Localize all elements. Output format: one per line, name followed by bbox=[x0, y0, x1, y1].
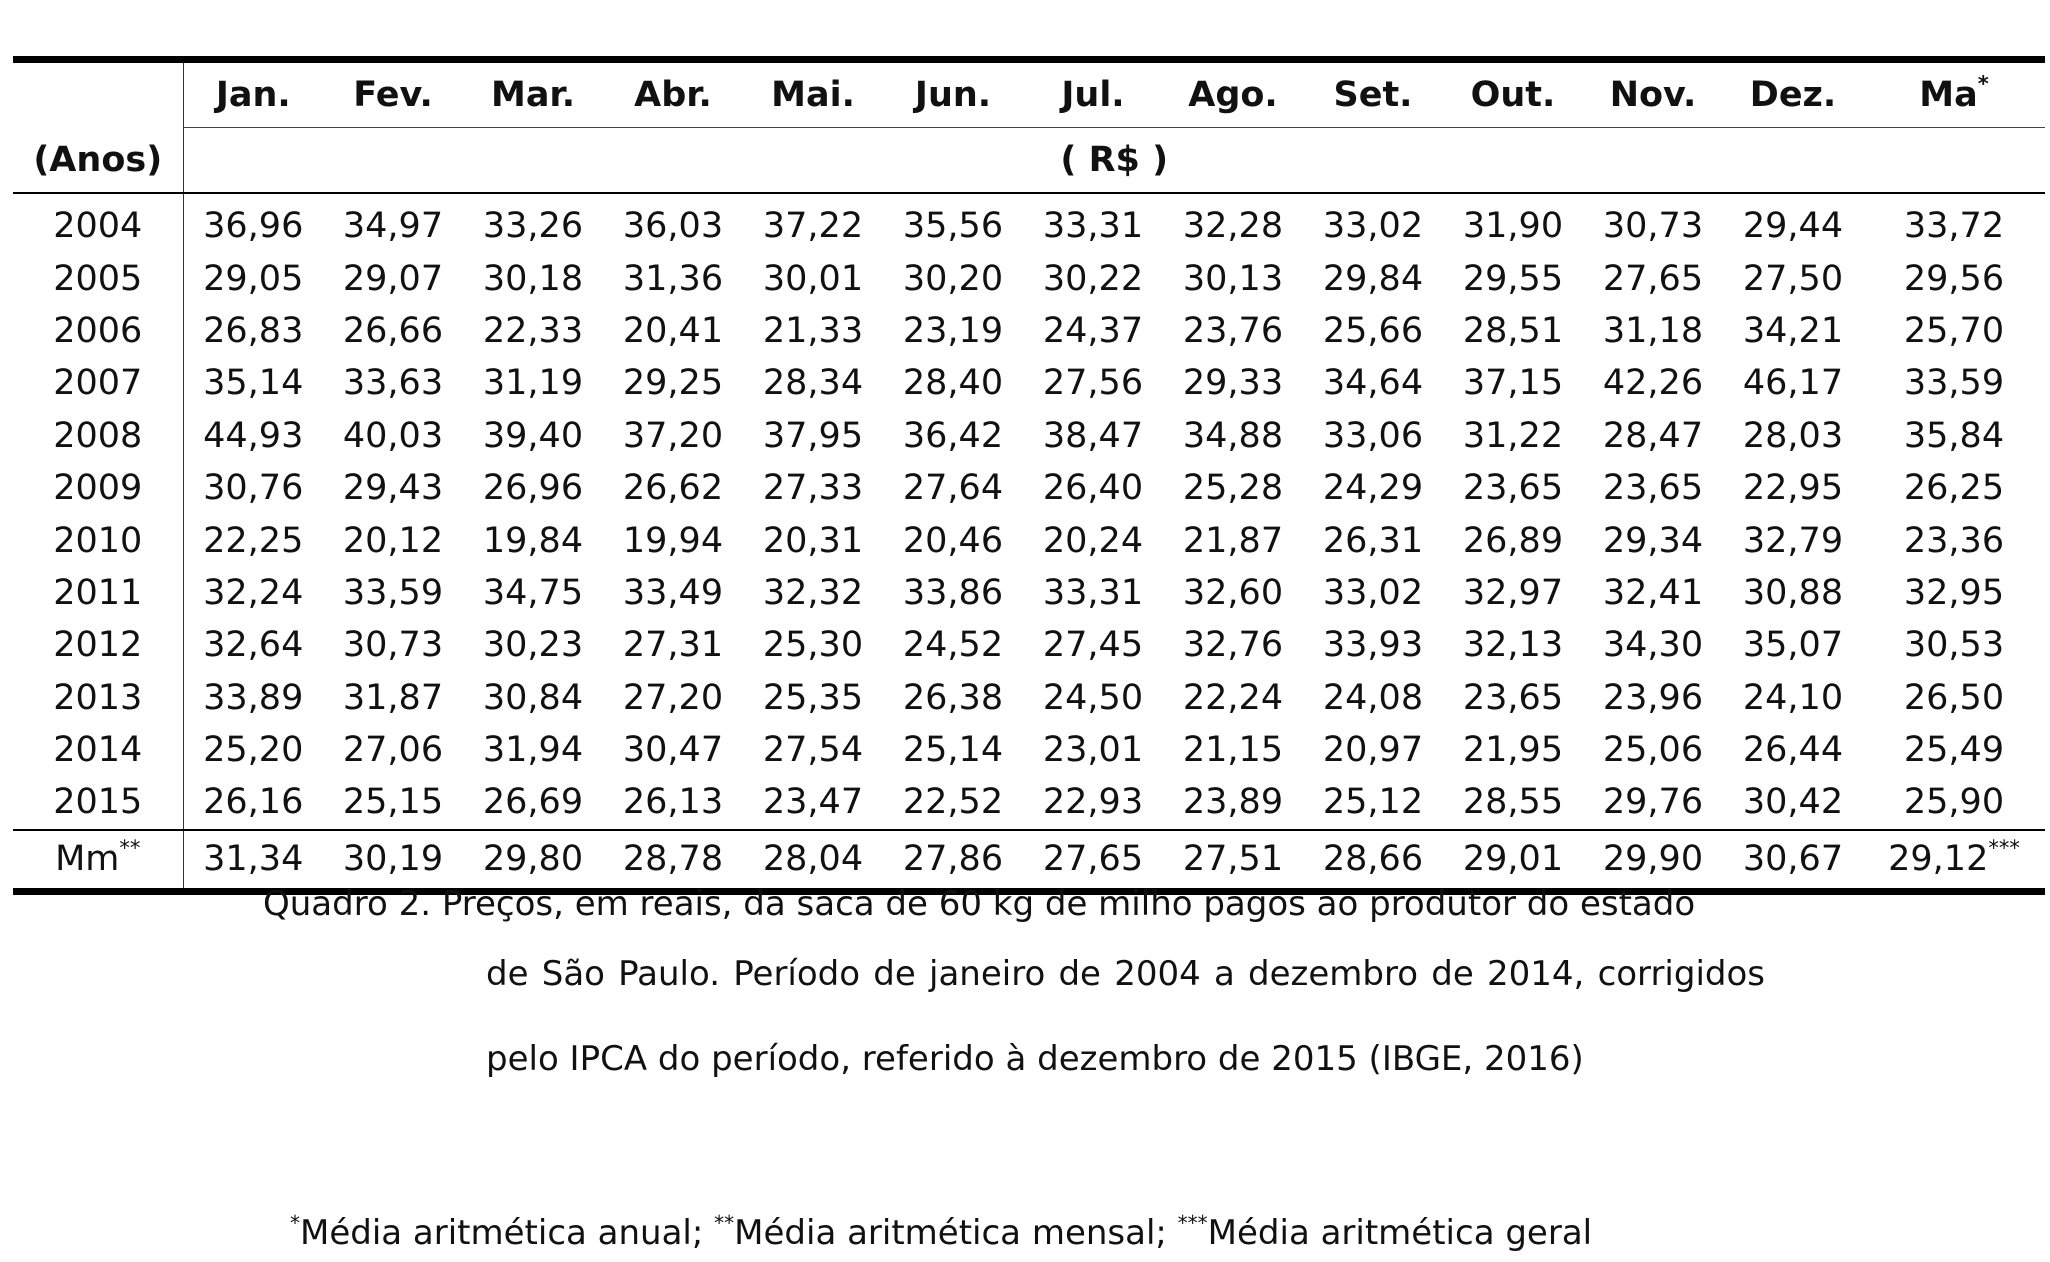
price-cell: 27,31 bbox=[622, 625, 724, 666]
month-header: Ago. bbox=[1163, 60, 1303, 128]
price-cell: 33,26 bbox=[482, 206, 584, 247]
price-cell: 32,79 bbox=[1742, 520, 1844, 561]
price-cell: 31,36 bbox=[622, 258, 724, 299]
price-cell: 24,50 bbox=[1042, 677, 1144, 718]
price-cell: 27,45 bbox=[1042, 625, 1144, 666]
price-cell: 33,89 bbox=[203, 677, 304, 718]
table-body bbox=[13, 193, 2045, 830]
price-cell: 34,75 bbox=[482, 572, 584, 613]
price-cell: 26,66 bbox=[342, 310, 444, 351]
month-header: Out. bbox=[1443, 60, 1583, 128]
price-cell: 26,44 bbox=[1742, 730, 1844, 771]
price-cell: 46,17 bbox=[1742, 363, 1844, 404]
price-cell: 30,13 bbox=[1182, 258, 1284, 299]
price-cell: 23,65 bbox=[1602, 468, 1704, 509]
overall-mean-value: 29,12 bbox=[1888, 839, 1989, 880]
price-cell: 33,93 bbox=[1322, 625, 1424, 666]
price-cell: 33,06 bbox=[1322, 415, 1424, 456]
price-cell: 37,20 bbox=[622, 415, 724, 456]
year-cell: 2007 bbox=[13, 357, 183, 409]
monthly-mean-cell: 27,65 bbox=[1023, 830, 1163, 892]
price-cell: 34,30 bbox=[1602, 625, 1704, 666]
footnotes bbox=[290, 1213, 1592, 1253]
annual-mean-cell: 23,36 bbox=[1903, 520, 2005, 561]
annual-mean-header bbox=[1863, 60, 2045, 128]
price-cell: 38,47 bbox=[1042, 415, 1144, 456]
price-cell: 33,31 bbox=[1042, 572, 1144, 613]
year-cell: 2004 bbox=[13, 193, 183, 252]
month-header: Fev. bbox=[323, 60, 463, 128]
price-cell: 23,65 bbox=[1462, 677, 1564, 718]
price-cell: 27,54 bbox=[762, 730, 864, 771]
year-header: (Anos) bbox=[13, 128, 183, 194]
price-cell: 30,88 bbox=[1742, 572, 1844, 613]
price-cell: 26,31 bbox=[1322, 520, 1424, 561]
month-header: Jul. bbox=[1023, 60, 1163, 128]
footnote-annual-mean: Média aritmética anual; bbox=[300, 1213, 715, 1253]
price-cell: 28,51 bbox=[1462, 310, 1564, 351]
price-cell: 25,06 bbox=[1602, 730, 1704, 771]
annual-mean-cell: 26,50 bbox=[1903, 677, 2005, 718]
monthly-mean-label: Mm bbox=[55, 839, 120, 880]
price-cell: 36,42 bbox=[902, 415, 1004, 456]
price-cell: 29,34 bbox=[1602, 520, 1704, 561]
price-cell: 27,56 bbox=[1042, 363, 1144, 404]
price-cell: 29,25 bbox=[622, 363, 724, 404]
table-row bbox=[13, 672, 2045, 724]
price-cell: 29,76 bbox=[1602, 782, 1704, 823]
footnote-marker: *** bbox=[1177, 1211, 1208, 1235]
annual-mean-cell: 29,56 bbox=[1903, 258, 2005, 299]
price-cell: 21,33 bbox=[762, 310, 864, 351]
price-cell: 28,55 bbox=[1462, 782, 1564, 823]
price-cell: 30,73 bbox=[342, 625, 444, 666]
price-cell: 23,47 bbox=[762, 782, 864, 823]
price-cell: 22,25 bbox=[203, 520, 304, 561]
price-cell: 20,31 bbox=[762, 520, 864, 561]
price-cell: 22,52 bbox=[902, 782, 1004, 823]
price-cell: 33,02 bbox=[1322, 206, 1424, 247]
price-cell: 24,08 bbox=[1322, 677, 1424, 718]
price-cell: 23,01 bbox=[1042, 730, 1144, 771]
price-cell: 30,73 bbox=[1602, 206, 1704, 247]
monthly-mean-cell: 30,67 bbox=[1723, 830, 1863, 892]
price-cell: 26,13 bbox=[622, 782, 724, 823]
price-cell: 32,76 bbox=[1182, 625, 1284, 666]
price-cell: 33,02 bbox=[1322, 572, 1424, 613]
price-cell: 27,20 bbox=[622, 677, 724, 718]
price-cell: 25,12 bbox=[1322, 782, 1424, 823]
monthly-mean-cell: 29,01 bbox=[1443, 830, 1583, 892]
month-header: Jan. bbox=[183, 60, 323, 128]
annual-mean-cell: 35,84 bbox=[1903, 415, 2005, 456]
month-header: Mar. bbox=[463, 60, 603, 128]
price-cell: 32,97 bbox=[1462, 572, 1564, 613]
price-cell: 31,19 bbox=[482, 363, 584, 404]
price-cell: 30,23 bbox=[482, 625, 584, 666]
footnote-monthly-mean: Média aritmética mensal; bbox=[734, 1213, 1178, 1253]
table-caption bbox=[263, 876, 1765, 1102]
price-cell: 26,38 bbox=[902, 677, 1004, 718]
price-cell: 20,12 bbox=[342, 520, 444, 561]
price-cell: 31,22 bbox=[1462, 415, 1564, 456]
footnote-marker: * bbox=[1977, 72, 1989, 96]
price-cell: 34,88 bbox=[1182, 415, 1284, 456]
price-cell: 33,49 bbox=[622, 572, 724, 613]
price-cell: 19,94 bbox=[622, 520, 724, 561]
annual-mean-cell: 32,95 bbox=[1903, 572, 2005, 613]
price-cell: 35,07 bbox=[1742, 625, 1844, 666]
price-cell: 25,28 bbox=[1182, 468, 1284, 509]
price-cell: 24,37 bbox=[1042, 310, 1144, 351]
price-cell: 37,95 bbox=[762, 415, 864, 456]
monthly-mean-cell: 29,80 bbox=[463, 830, 603, 892]
year-cell: 2015 bbox=[13, 776, 183, 829]
overall-mean-cell bbox=[1863, 830, 2045, 892]
price-cell: 32,41 bbox=[1602, 572, 1704, 613]
price-cell: 26,62 bbox=[622, 468, 724, 509]
price-cell: 23,96 bbox=[1602, 677, 1704, 718]
price-cell: 37,22 bbox=[762, 206, 864, 247]
footnote-marker: ** bbox=[119, 836, 141, 861]
price-cell: 32,64 bbox=[203, 625, 304, 666]
price-cell: 33,63 bbox=[342, 363, 444, 404]
price-cell: 27,50 bbox=[1742, 258, 1844, 299]
price-cell: 30,42 bbox=[1742, 782, 1844, 823]
monthly-mean-cell: 27,51 bbox=[1163, 830, 1303, 892]
price-cell: 37,15 bbox=[1462, 363, 1564, 404]
footnote-marker: ** bbox=[714, 1211, 735, 1235]
price-cell: 33,59 bbox=[342, 572, 444, 613]
price-cell: 25,66 bbox=[1322, 310, 1424, 351]
price-cell: 35,14 bbox=[203, 363, 304, 404]
price-cell: 25,30 bbox=[762, 625, 864, 666]
table-row bbox=[13, 410, 2045, 462]
price-cell: 32,24 bbox=[203, 572, 304, 613]
price-cell: 20,46 bbox=[902, 520, 1004, 561]
footnote-marker: *** bbox=[1988, 836, 2020, 861]
footnote-overall-mean: Média aritmética geral bbox=[1207, 1213, 1593, 1253]
month-header: Mai. bbox=[743, 60, 883, 128]
year-cell: 2012 bbox=[13, 619, 183, 671]
price-cell: 21,87 bbox=[1182, 520, 1284, 561]
annual-mean-cell: 25,49 bbox=[1903, 730, 2005, 771]
month-header: Jun. bbox=[883, 60, 1023, 128]
price-cell: 22,33 bbox=[482, 310, 584, 351]
price-cell: 23,76 bbox=[1182, 310, 1284, 351]
footnote-marker: * bbox=[290, 1211, 300, 1235]
price-cell: 27,65 bbox=[1602, 258, 1704, 299]
price-cell: 26,96 bbox=[482, 468, 584, 509]
table-row bbox=[13, 776, 2045, 829]
price-cell: 30,76 bbox=[203, 468, 304, 509]
price-cell: 28,34 bbox=[762, 363, 864, 404]
currency-unit-header: ( R$ ) bbox=[183, 128, 2045, 194]
price-cell: 21,95 bbox=[1462, 730, 1564, 771]
price-cell: 32,28 bbox=[1182, 206, 1284, 247]
price-cell: 23,89 bbox=[1182, 782, 1284, 823]
unit-header-row bbox=[13, 128, 2045, 194]
price-cell: 42,26 bbox=[1602, 363, 1704, 404]
price-cell: 27,64 bbox=[902, 468, 1004, 509]
annual-mean-cell: 25,70 bbox=[1903, 310, 2005, 351]
price-cell: 20,41 bbox=[622, 310, 724, 351]
table-row bbox=[13, 305, 2045, 357]
price-table bbox=[13, 56, 2045, 895]
price-cell: 20,97 bbox=[1322, 730, 1424, 771]
table-row bbox=[13, 252, 2045, 304]
price-cell: 29,84 bbox=[1322, 258, 1424, 299]
price-cell: 29,44 bbox=[1742, 206, 1844, 247]
year-cell: 2009 bbox=[13, 462, 183, 514]
annual-mean-cell: 33,72 bbox=[1903, 206, 2005, 247]
price-cell: 29,07 bbox=[342, 258, 444, 299]
price-cell: 23,19 bbox=[902, 310, 1004, 351]
month-header: Set. bbox=[1303, 60, 1443, 128]
price-cell: 33,31 bbox=[1042, 206, 1144, 247]
month-header: Dez. bbox=[1723, 60, 1863, 128]
year-cell: 2010 bbox=[13, 514, 183, 566]
monthly-mean-cell: 29,90 bbox=[1583, 830, 1723, 892]
price-cell: 30,18 bbox=[482, 258, 584, 299]
price-cell: 30,20 bbox=[902, 258, 1004, 299]
price-cell: 22,95 bbox=[1742, 468, 1844, 509]
month-header: Nov. bbox=[1583, 60, 1723, 128]
year-cell: 2005 bbox=[13, 252, 183, 304]
price-cell: 28,47 bbox=[1602, 415, 1704, 456]
price-cell: 32,60 bbox=[1182, 572, 1284, 613]
year-cell: 2013 bbox=[13, 672, 183, 724]
price-cell: 31,94 bbox=[482, 730, 584, 771]
price-cell: 28,40 bbox=[902, 363, 1004, 404]
annual-mean-cell: 30,53 bbox=[1903, 625, 2005, 666]
month-header: Abr. bbox=[603, 60, 743, 128]
year-cell: 2006 bbox=[13, 305, 183, 357]
price-cell: 24,52 bbox=[902, 625, 1004, 666]
price-cell: 19,84 bbox=[482, 520, 584, 561]
price-cell: 26,69 bbox=[482, 782, 584, 823]
price-cell: 32,32 bbox=[762, 572, 864, 613]
annual-mean-cell: 33,59 bbox=[1903, 363, 2005, 404]
price-cell: 29,43 bbox=[342, 468, 444, 509]
monthly-mean-cell: 30,19 bbox=[323, 830, 463, 892]
monthly-mean-label-cell bbox=[13, 830, 183, 892]
price-cell: 31,87 bbox=[342, 677, 444, 718]
price-cell: 32,13 bbox=[1462, 625, 1564, 666]
table-row bbox=[13, 724, 2045, 776]
table-row bbox=[13, 357, 2045, 409]
price-cell: 26,83 bbox=[203, 310, 304, 351]
caption-first-line: Quadro 2. Preços, em reais, da saca de 60 kg de milho pagos ao produtor do estado bbox=[263, 884, 1696, 924]
annual-mean-cell: 25,90 bbox=[1903, 782, 2005, 823]
price-cell: 36,96 bbox=[203, 206, 304, 247]
month-header-row bbox=[13, 60, 2045, 128]
price-cell: 44,93 bbox=[203, 415, 304, 456]
monthly-mean-cell: 28,66 bbox=[1303, 830, 1443, 892]
price-cell: 23,65 bbox=[1462, 468, 1564, 509]
price-cell: 33,86 bbox=[902, 572, 1004, 613]
price-cell: 20,24 bbox=[1042, 520, 1144, 561]
price-cell: 26,16 bbox=[203, 782, 304, 823]
price-cell: 25,20 bbox=[203, 730, 304, 771]
price-cell: 35,56 bbox=[902, 206, 1004, 247]
price-cell: 29,05 bbox=[203, 258, 304, 299]
price-cell: 36,03 bbox=[622, 206, 724, 247]
table-row bbox=[13, 619, 2045, 671]
price-cell: 30,22 bbox=[1042, 258, 1144, 299]
price-cell: 31,90 bbox=[1462, 206, 1564, 247]
monthly-mean-cell: 28,78 bbox=[603, 830, 743, 892]
price-cell: 22,24 bbox=[1182, 677, 1284, 718]
price-cell: 30,01 bbox=[762, 258, 864, 299]
price-cell: 25,14 bbox=[902, 730, 1004, 771]
price-cell: 27,33 bbox=[762, 468, 864, 509]
price-cell: 29,55 bbox=[1462, 258, 1564, 299]
monthly-mean-cell: 27,86 bbox=[883, 830, 1023, 892]
annual-mean-cell: 26,25 bbox=[1903, 468, 2005, 509]
caption-continuation: de São Paulo. Período de janeiro de 2004 a dezembro de 2014, corrigidos pelo IPCA do período, referido à dezembro de 2015 (IBGE, 2016) bbox=[486, 954, 1765, 1079]
year-cell: 2008 bbox=[13, 410, 183, 462]
price-cell: 28,03 bbox=[1742, 415, 1844, 456]
table-row bbox=[13, 567, 2045, 619]
table-row bbox=[13, 514, 2045, 566]
price-cell: 24,29 bbox=[1322, 468, 1424, 509]
price-cell: 39,40 bbox=[482, 415, 584, 456]
price-cell: 34,21 bbox=[1742, 310, 1844, 351]
monthly-mean-cell: 31,34 bbox=[183, 830, 323, 892]
table-row bbox=[13, 462, 2045, 514]
price-cell: 26,40 bbox=[1042, 468, 1144, 509]
table-row bbox=[13, 193, 2045, 252]
price-cell: 34,64 bbox=[1322, 363, 1424, 404]
price-cell: 30,84 bbox=[482, 677, 584, 718]
price-cell: 24,10 bbox=[1742, 677, 1844, 718]
price-cell: 21,15 bbox=[1182, 730, 1284, 771]
year-cell: 2011 bbox=[13, 567, 183, 619]
price-cell: 27,06 bbox=[342, 730, 444, 771]
price-cell: 22,93 bbox=[1042, 782, 1144, 823]
price-cell: 25,35 bbox=[762, 677, 864, 718]
year-cell: 2014 bbox=[13, 724, 183, 776]
price-cell: 29,33 bbox=[1182, 363, 1284, 404]
price-cell: 31,18 bbox=[1602, 310, 1704, 351]
price-cell: 30,47 bbox=[622, 730, 724, 771]
price-cell: 34,97 bbox=[342, 206, 444, 247]
price-cell: 40,03 bbox=[342, 415, 444, 456]
price-cell: 26,89 bbox=[1462, 520, 1564, 561]
price-cell: 25,15 bbox=[342, 782, 444, 823]
annual-mean-label: Ma bbox=[1919, 75, 1978, 115]
corner-cell bbox=[13, 60, 183, 128]
monthly-mean-cell: 28,04 bbox=[743, 830, 883, 892]
